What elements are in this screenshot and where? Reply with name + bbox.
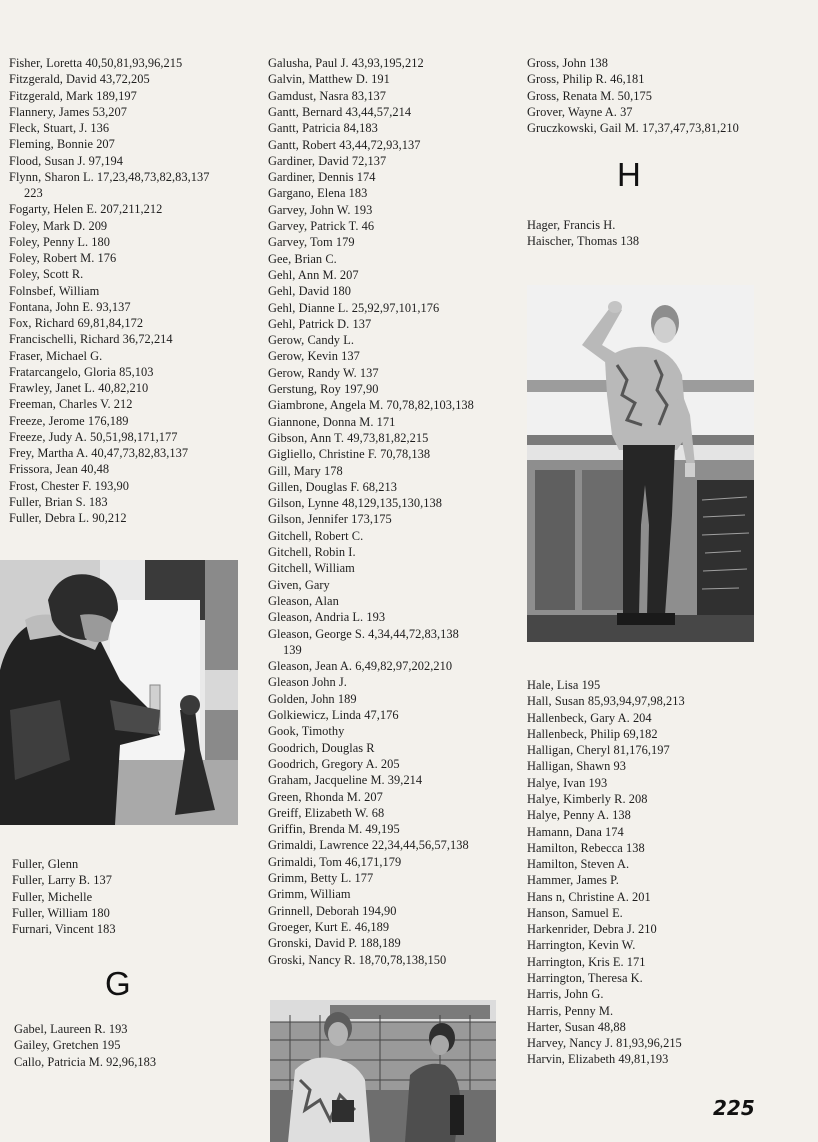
index-entry: Gigliello, Christine F. 70,78,138	[268, 447, 431, 462]
index-entry: Greiff, Elizabeth W. 68	[268, 805, 385, 820]
index-entry: Fuller, William 180	[12, 905, 110, 920]
index-entry: Garvey, Tom 179	[268, 235, 355, 250]
index-entry: Gleason, Andria L. 193	[268, 610, 386, 625]
index-entry: Frost, Chester F. 193,90	[9, 478, 129, 493]
index-entry: Fisher, Loretta 40,50,81,93,96,215	[9, 56, 183, 70]
index-entry: Freeze, Judy A. 50,51,98,171,177	[9, 429, 178, 444]
index-entry: Freeman, Charles V. 212	[9, 397, 133, 412]
index-entry: Hallenbeck, Philip 69,182	[527, 726, 658, 741]
student-lab-photo	[0, 560, 238, 825]
index-entry: Halligan, Shawn 93	[527, 759, 626, 774]
index-entry: Gantt, Bernard 43,44,57,214	[268, 104, 412, 119]
index-entry: Gerstung, Roy 197,90	[268, 382, 379, 396]
index-entry: Fleming, Bonnie 207	[9, 137, 115, 152]
index-entry: Griffin, Brenda M. 49,195	[268, 822, 400, 837]
index-entry: Francischelli, Richard 36,72,214	[9, 332, 173, 347]
index-entry: Hallenbeck, Gary A. 204	[527, 710, 652, 725]
index-entry: Giannone, Donna M. 171	[268, 414, 396, 429]
index-entry: Halligan, Cheryl 81,176,197	[527, 743, 670, 758]
index-entry: Gerow, Randy W. 137	[268, 365, 379, 380]
index-entry: Gehl, David 180	[268, 284, 351, 299]
index-entry: Gitchell, William	[268, 561, 355, 576]
section-letter-g: G	[105, 965, 131, 1002]
index-entry: Gardiner, Dennis 174	[268, 170, 376, 185]
index-entry: Harkenrider, Debra J. 210	[527, 922, 657, 937]
index-entry: Fogarty, Helen E. 207,211,212	[9, 202, 163, 217]
index-entry: Given, Gary	[268, 577, 330, 592]
index-entry: Gargano, Elena 183	[268, 186, 368, 201]
index-entry: Gitchell, Robin I.	[268, 545, 356, 559]
index-entry: Hager, Francis H.	[527, 218, 616, 232]
index-entry: Gillen, Douglas F. 68,213	[268, 479, 397, 494]
index-entry: Freeze, Jerome 176,189	[9, 413, 129, 428]
index-entry: Gee, Brian C.	[268, 251, 337, 266]
index-entry: Gross, Philip R. 46,181	[527, 72, 645, 87]
index-entry: Hamann, Dana 174	[527, 824, 624, 839]
index-entry: Gehl, Ann M. 207	[268, 267, 359, 282]
index-entry: Flynn, Sharon L. 17,23,48,73,82,83,137	[9, 169, 210, 184]
index-entry: Galvin, Matthew D. 191	[268, 72, 390, 87]
index-entry: Fitzgerald, David 43,72,205	[9, 72, 150, 87]
index-entry: Golden, John 189	[268, 691, 357, 706]
index-entry: Fitzgerald, Mark 189,197	[9, 88, 137, 103]
index-entry: Gerow, Kevin 137	[268, 349, 360, 364]
index-entry: Halye, Ivan 193	[527, 775, 608, 790]
index-entry: Gilson, Jennifer 173,175	[268, 512, 392, 527]
index-entry: Grimm, William	[268, 887, 351, 902]
index-entry: Folnsbef, William	[9, 283, 100, 298]
index-entry: Hale, Lisa 195	[527, 678, 601, 692]
index-entry: Harter, Susan 48,88	[527, 1019, 626, 1034]
index-entry: Gleason, George S. 4,34,44,72,83,138	[268, 626, 459, 641]
index-entry: Gronski, David P. 188,189	[268, 936, 401, 951]
index-entry: Hans n, Christine A. 201	[527, 889, 651, 904]
index-entry: Galusha, Paul J. 43,93,195,212	[268, 56, 424, 70]
index-entry: Fuller, Brian S. 183	[9, 494, 108, 509]
index-entry: Hamilton, Rebecca 138	[527, 840, 645, 855]
index-entry: Fox, Richard 69,81,84,172	[9, 316, 144, 330]
page-number: 225	[713, 1096, 755, 1120]
index-entry: Gantt, Patricia 84,183	[268, 121, 378, 136]
index-entry: Gill, Mary 178	[268, 463, 343, 478]
index-entry: Gailey, Gretchen 195	[14, 1038, 121, 1053]
index-entry: Gleason, Alan	[268, 593, 339, 608]
index-entry: Fuller, Michelle	[12, 889, 93, 904]
index-entry: Fleck, Stuart, J. 136	[9, 121, 110, 135]
index-entry: Gleason John J.	[268, 675, 347, 690]
index-entry: Garvey, Patrick T. 46	[268, 219, 375, 233]
index-entry: Fratarcangelo, Gloria 85,103	[9, 364, 154, 379]
index-entry: Harrington, Kevin W.	[527, 938, 636, 953]
index-entry: Foley, Mark D. 209	[9, 218, 108, 233]
index-entry: Gabel, Laureen R. 193	[14, 1022, 128, 1036]
index-entry: Hamilton, Steven A.	[527, 857, 630, 872]
index-entry: Gleason, Jean A. 6,49,82,97,202,210	[268, 659, 453, 674]
index-entry: Frawley, Janet L. 40,82,210	[9, 381, 149, 395]
index-entry: Grinnell, Deborah 194,90	[268, 903, 397, 918]
index-entry: Giambrone, Angela M. 70,78,82,103,138	[268, 398, 474, 413]
index-entry: Hammer, James P.	[527, 873, 619, 888]
index-entry: Harvey, Nancy J. 81,93,96,215	[527, 1036, 682, 1051]
index-entry: Goodrich, Douglas R	[268, 740, 375, 755]
index-entry: Halye, Kimberly R. 208	[527, 791, 648, 806]
index-entry: Grover, Wayne A. 37	[527, 104, 633, 119]
index-entry: Graham, Jacqueline M. 39,214	[268, 773, 423, 788]
index-entry: Fuller, Larry B. 137	[12, 873, 112, 888]
outdoor-photo	[270, 1000, 496, 1142]
index-entry: Fraser, Michael G.	[9, 348, 103, 363]
index-entry: Groski, Nancy R. 18,70,78,138,150	[268, 952, 447, 967]
index-entry: Green, Rhonda M. 207	[268, 789, 383, 804]
index-entry: Fontana, John E. 93,137	[9, 299, 131, 314]
index-entry: Gross, Renata M. 50,175	[527, 88, 653, 103]
index-entry: Haischer, Thomas 138	[527, 234, 640, 249]
index-entry: Gamdust, Nasra 83,137	[268, 88, 387, 103]
index-entry: Harrington, Theresa K.	[527, 971, 643, 986]
index-entry: Gehl, Patrick D. 137	[268, 316, 372, 331]
index-entry: Gross, John 138	[527, 56, 608, 70]
index-entry: Furnari, Vincent 183	[12, 922, 116, 937]
index-entry: 223	[24, 186, 43, 200]
index-entry: Frey, Martha A. 40,47,73,82,83,137	[9, 446, 189, 460]
index-entry: Harris, John G.	[527, 987, 604, 1002]
index-entry: Foley, Penny L. 180	[9, 234, 110, 249]
index-entry: Flannery, James 53,207	[9, 104, 127, 119]
index-entry: Grimaldi, Tom 46,171,179	[268, 854, 402, 869]
index-entry: Halye, Penny A. 138	[527, 808, 631, 823]
index-entry: Gerow, Candy L.	[268, 333, 354, 348]
index-entry: Grimaldi, Lawrence 22,34,44,56,57,138	[268, 838, 469, 853]
index-entry: Flood, Susan J. 97,194	[9, 153, 124, 168]
index-entry: 139	[283, 642, 302, 657]
index-entry: Gilson, Lynne 48,129,135,130,138	[268, 496, 443, 511]
index-entry: Foley, Scott R.	[9, 267, 84, 282]
teacher-classroom-photo	[527, 285, 754, 642]
index-entry: Gardiner, David 72,137	[268, 153, 387, 168]
index-entry: Gehl, Dianne L. 25,92,97,101,176	[268, 300, 440, 315]
index-entry: Goodrich, Gregory A. 205	[268, 756, 400, 771]
section-letter-h: H	[617, 156, 641, 193]
index-entry: Garvey, John W. 193	[268, 202, 373, 217]
index-entry: Fuller, Glenn	[12, 857, 79, 871]
index-entry: Grimm, Betty L. 177	[268, 871, 374, 885]
index-entry: Groeger, Kurt E. 46,189	[268, 919, 390, 934]
index-entry: Golkiewicz, Linda 47,176	[268, 708, 399, 722]
index-entry: Gantt, Robert 43,44,72,93,137	[268, 137, 421, 152]
index-entry: Gitchell, Robert C.	[268, 528, 364, 543]
index-entry: Hanson, Samuel E.	[527, 905, 623, 920]
index-entry: Harris, Penny M.	[527, 1003, 614, 1018]
index-entry: Harrington, Kris E. 171	[527, 954, 646, 969]
index-entry: Hall, Susan 85,93,94,97,98,213	[527, 694, 685, 709]
index-entry: Gibson, Ann T. 49,73,81,82,215	[268, 430, 429, 445]
index-entry: Gruczkowski, Gail M. 17,37,47,73,81,210	[527, 121, 739, 136]
index-entry: Callo, Patricia M. 92,96,183	[14, 1054, 157, 1069]
index-entry: Gook, Timothy	[268, 724, 345, 739]
index-entry: Fuller, Debra L. 90,212	[9, 511, 127, 525]
index-entry: Harvin, Elizabeth 49,81,193	[527, 1052, 669, 1067]
index-entry: Frissora, Jean 40,48	[9, 462, 110, 477]
index-entry: Foley, Robert M. 176	[9, 251, 117, 265]
